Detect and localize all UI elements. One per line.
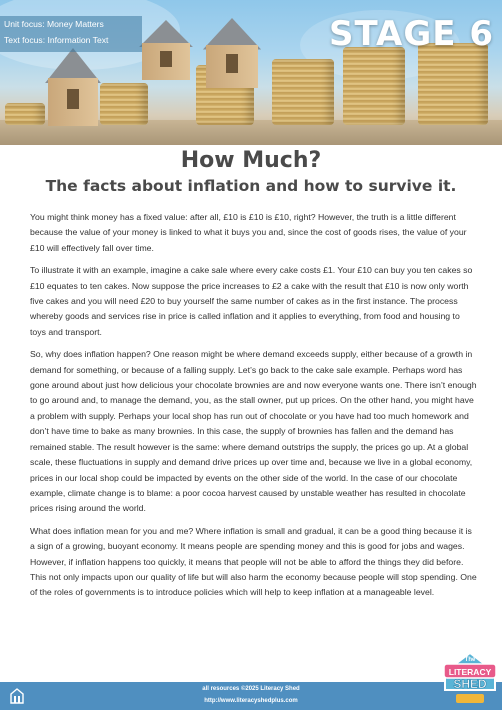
page-title: How Much? [180, 148, 322, 173]
paragraph: To illustrate it with an example, imagine a cake sale where every cake costs £1. Your £10 can buy you ten cakes so £10 equates to ten cakes. Now suppose the price increases to £2 a cake with the result that £10 is now only worth five cakes and you will need £20 to buy yourself the same number of cakes as in the first instance. The process whereby goods and services rise in price is called inflation and it applies to everything, from food and housing to toys and transport. [30, 265, 473, 337]
stage-label: STAGE 6 [329, 14, 494, 54]
logo-text: SHED [453, 677, 487, 691]
website-link[interactable]: http://www.literacyshedplus.com [204, 698, 298, 704]
paragraph: You might think money has a fixed value: after all, £10 is £10 is £10, right? However, the truth is a little different because the value of your money is linked to what it buys you and, since the cost of goods rises, the value of your £10 will effectively fall over time. [30, 212, 467, 253]
footer-bar [0, 682, 502, 710]
logo-text: The [464, 657, 476, 663]
article-body [30, 210, 478, 608]
unit-focus-box [0, 16, 142, 52]
literacy-shed-logo [442, 650, 498, 708]
house-model [48, 48, 98, 126]
copyright-text: all resources ©2025 Literacy Shed [202, 686, 300, 692]
unit-focus: Unit focus: Money Matters [4, 19, 104, 29]
house-model [142, 20, 190, 80]
paragraph: What does inflation mean for you and me? Where inflation is small and gradual, it can be a good thing because it is a sign of a growing, buoyant economy. It means people are spending money and this is good for jobs and wages. However, if inflation happens too quickly, it means that people will not be able to afford the things they did before. This not only impacts upon our quality of life but will also harm the economy because people will stop spending. One of the roles of governments is to introduce policies which will help to keep inflation at a manageable level. [30, 525, 477, 598]
text-focus: Text focus: Information Text [4, 35, 109, 45]
shed-icon[interactable] [10, 688, 24, 704]
house-model [206, 18, 258, 88]
logo-text: LITERACY [448, 667, 492, 677]
page-subtitle: The facts about inflation and how to survive it. [45, 177, 457, 195]
paragraph: So, why does inflation happen? One reason might be where demand exceeds supply, either because of a growth in demand for something, or because of a falling supply. Let’s go back to the cake sale example. Perhaps word has gone around about just how delicious your chocolate brownies are and now everyone wants one. There isn’t enough to go around and, to manage the demand, you, as the stall owner, put up prices. On the other hand, you might have a problem with supply. Perhaps your local shop has run out of chocolate or you have had too much homework and don’t have time to bake as many brownies. In this case, the supply of brownies has fallen and the demand has remained stable. The result however is the same: where demand outstrips the supply, the prices go up. At a global scale, these fluctuations in supply and demand drive prices up over time and, because we live in a global economy, prices in our local shop could be impacted by events on the other side of the world. In the case of our chocolate example, climate change is to blame: a poor cocoa harvest caused by unstable weather has resulted in chocolate prices rising around the world. [30, 349, 477, 514]
